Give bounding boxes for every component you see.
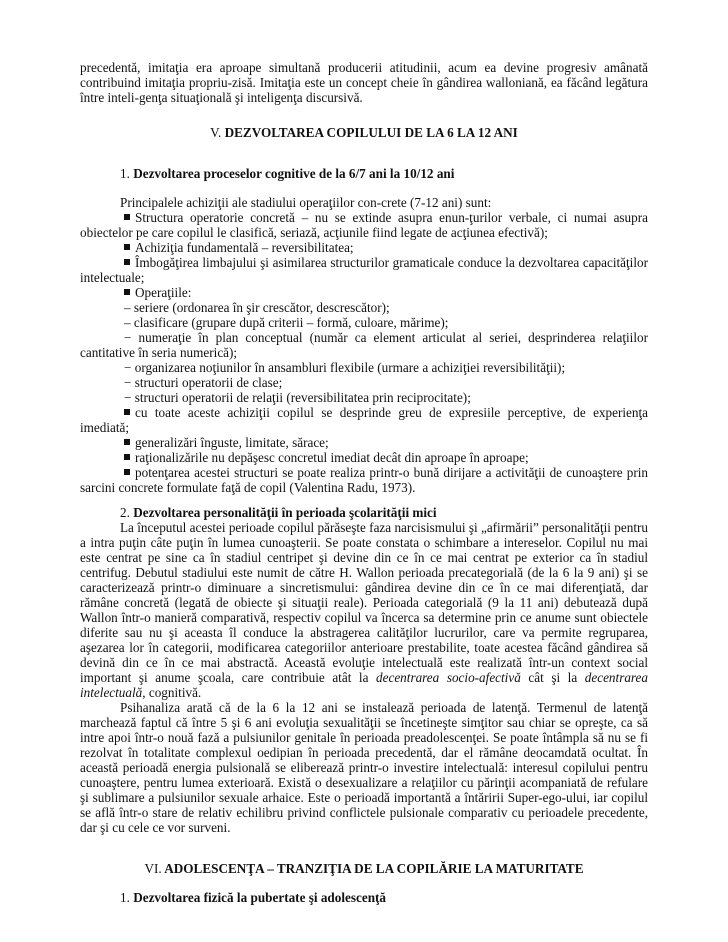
list-item-text: − organizarea noţiunilor în ansambluri flexibile (urmare a achiziţiei reversibilităţii); xyxy=(124,360,566,375)
section-6-heading xyxy=(80,861,648,876)
bullet-item xyxy=(80,285,648,300)
dash-item xyxy=(80,300,648,315)
bullet-item xyxy=(80,255,648,285)
square-bullet-icon xyxy=(124,259,130,265)
subsection-5-2-title: Dezvoltarea personalităţii în perioada şcolarităţii mici xyxy=(133,505,437,520)
emphasis-socio-affective: decentrarea socio-afectivă xyxy=(376,670,521,685)
cognitive-lead: Principalele achiziţii ale stadiului operaţiilor con-crete (7-12 ani) sunt: xyxy=(120,195,492,210)
square-bullet-icon xyxy=(124,469,130,475)
subsection-5-2-heading xyxy=(80,505,648,520)
list-item-text: Achiziţia fundamentală – reversibilitatea; xyxy=(135,240,354,255)
list-item-text: Structura operatorie concretă – nu se extinde asupra enun-ţurilor verbale, ci numai asupra obiectelor pe care copilul le clasifică, seriază, acţiunile fiind legate de acţiunea efectivă); xyxy=(80,210,648,240)
list-item-text: Îmbogăţirea limbajului şi asimilarea structurilor gramaticale conduce la dezvoltarea capacităţilor intelectuale; xyxy=(80,255,648,285)
dash-item xyxy=(80,360,648,375)
bullet-item xyxy=(80,465,648,495)
list-item-text: generalizări înguste, limitate, sărace; xyxy=(135,435,329,450)
personality-paragraph-1: La începutul acestei perioade copilul părăseşte faza narcisismului şi „afirmării” personalităţii pentru a intra puţin câte puţin în lumea cunoaşterii. Se poate constata o schimbare a intereselor. Copilul nu mai este centrat pe sine ca în stadiul centripet şi devine din ce în ce mai centrat pe exterior ca în stadiul centrifug. Debutul stadiului este numit de către H. Wallon perioada precategorială (de la 6 la 9 ani) şi se caracterizează printr-o diminuare a sincretismului: gândirea devine din ce în ce mai diferenţiată, dar rămâne concretă (legată de obiecte şi situaţii reale). Perioada categorială (9 la 11 ani) debutează după Wallon într-o manieră comparativă, respectiv copilul va încerca sa determine prin ce anume sunt obiectele diferite sau nu şi aceasta îl conduce la abstragerea calităţilor lucrurilor, care va permite regruparea, aşezarea lor în categorii, modificarea categoriilor anterioare prestabilite, toate acestea făcând gândirea să devină din ce în ce mai abstractă. Această evoluţie intelectuală este realizată într-un context social important şi anume şcoala, care contribuie atât la decentrarea socio-afectivă cât şi la decentrarea intelectuală, cognitivă. xyxy=(80,520,649,700)
list-item-text: potenţarea acestei structuri se poate realiza printr-o bună dirijare a activităţii de cunoaştere prin sarcini concrete formulate faţă de copil (Valentina Radu, 1973). xyxy=(80,465,648,495)
dash-item xyxy=(80,330,648,360)
list-item-text: – clasificare (grupare după criterii – formă, culoare, mărime); xyxy=(124,315,449,330)
personality-paragraph-2: Psihanaliza arată că de la 6 la 12 ani se instalează perioada de latenţă. Termenul de latenţă marchează faptul că între 5 şi 6 ani evoluţia sexualităţii se încetineşte simţitor sau chiar se opreşte, ca să intre apoi într-o nouă fază a pulsiunilor genitale în perioada preadolescenţei. Se poate întâmpla să nu se fi rezolvat în totalitate complexul oedipian în perioada precedentă, dar el rămâne deocamdată ocultat. În această perioadă energia pulsională se eliberează printr-o investire intelectuală: interesul copilului pentru cunoaştere, pentru lumea exterioară. Există o desexualizare a relaţiilor cu părinţii acompaniată de refulare şi sublimare a pulsiunilor sexuale arhaice. Este o perioadă importantă a întăririi Super-ego-ului, iar copilul se află într-o stare de relativ echilibru privind conflictele pulsionale comparativ cu perioadele precedente, dar şi cu cele ce vor surveni. xyxy=(80,700,648,835)
bullet-item xyxy=(80,240,648,255)
section-5-heading xyxy=(80,125,648,140)
list-item-text: – seriere (ordonarea în şir crescător, descrescător); xyxy=(124,300,390,315)
cognitive-list xyxy=(80,210,648,495)
list-item-text: − structuri operatorii de relaţii (reversibilitatea prin reciprocitate); xyxy=(124,390,471,405)
emphasis-intellectual: decentrarea intelectuală xyxy=(80,670,649,700)
subsection-5-2-number: 2. xyxy=(120,505,130,520)
square-bullet-icon xyxy=(124,214,130,220)
bullet-item xyxy=(80,405,648,435)
subsection-5-1-heading xyxy=(80,166,648,181)
document-page xyxy=(80,60,648,905)
bullet-item xyxy=(80,210,648,240)
subsection-5-1-title: Dezvoltarea proceselor cognitive de la 6/7 ani la 10/12 ani xyxy=(133,166,455,181)
dash-item xyxy=(80,315,648,330)
square-bullet-icon xyxy=(124,454,130,460)
section-6-number: VI. xyxy=(144,861,162,876)
subsection-6-1-heading xyxy=(80,890,648,905)
intro-paragraph: precedentă, imitaţia era aproape simultană producerii atitudinii, acum ea devine progresiv amânată contribuind imitaţia propriu-zisă. Imitaţia este un concept cheie în gândirea walloniană, ea făcând legătura între inteli-genţa situaţională şi inteligenţa discursivă. xyxy=(80,60,648,105)
bullet-item xyxy=(80,435,648,450)
square-bullet-icon xyxy=(124,439,130,445)
list-item-text: − structuri operatorii de clase; xyxy=(124,375,283,390)
section-5-number: V. xyxy=(210,125,222,140)
square-bullet-icon xyxy=(124,409,130,415)
dash-item xyxy=(80,375,648,390)
subsection-6-1-title: Dezvoltarea fizică la pubertate şi adolescenţă xyxy=(133,890,387,905)
list-item-text: cu toate aceste achiziţii copilul se desprinde greu de expresiile perceptive, de experienţa imediată; xyxy=(80,405,648,435)
square-bullet-icon xyxy=(124,289,130,295)
list-item-text: Operaţiile: xyxy=(135,285,192,300)
list-item-text: − numeraţie în plan conceptual (număr ca element articulat al seriei, desprinderea relaţiilor cantitative în seria numerică); xyxy=(80,330,648,360)
dash-item xyxy=(80,390,648,405)
square-bullet-icon xyxy=(124,244,130,250)
section-5-title: DEZVOLTAREA COPILULUI DE LA 6 LA 12 ANI xyxy=(224,125,518,140)
bullet-item xyxy=(80,450,648,465)
subsection-5-1-number: 1. xyxy=(120,166,130,181)
list-item-text: raţionalizările nu depăşesc concretul imediat decât din aproape în aproape; xyxy=(135,450,529,465)
subsection-6-1-number: 1. xyxy=(120,890,130,905)
section-6-title: ADOLESCENŢA – TRANZIŢIA DE LA COPILĂRIE LA MATURITATE xyxy=(164,861,584,876)
